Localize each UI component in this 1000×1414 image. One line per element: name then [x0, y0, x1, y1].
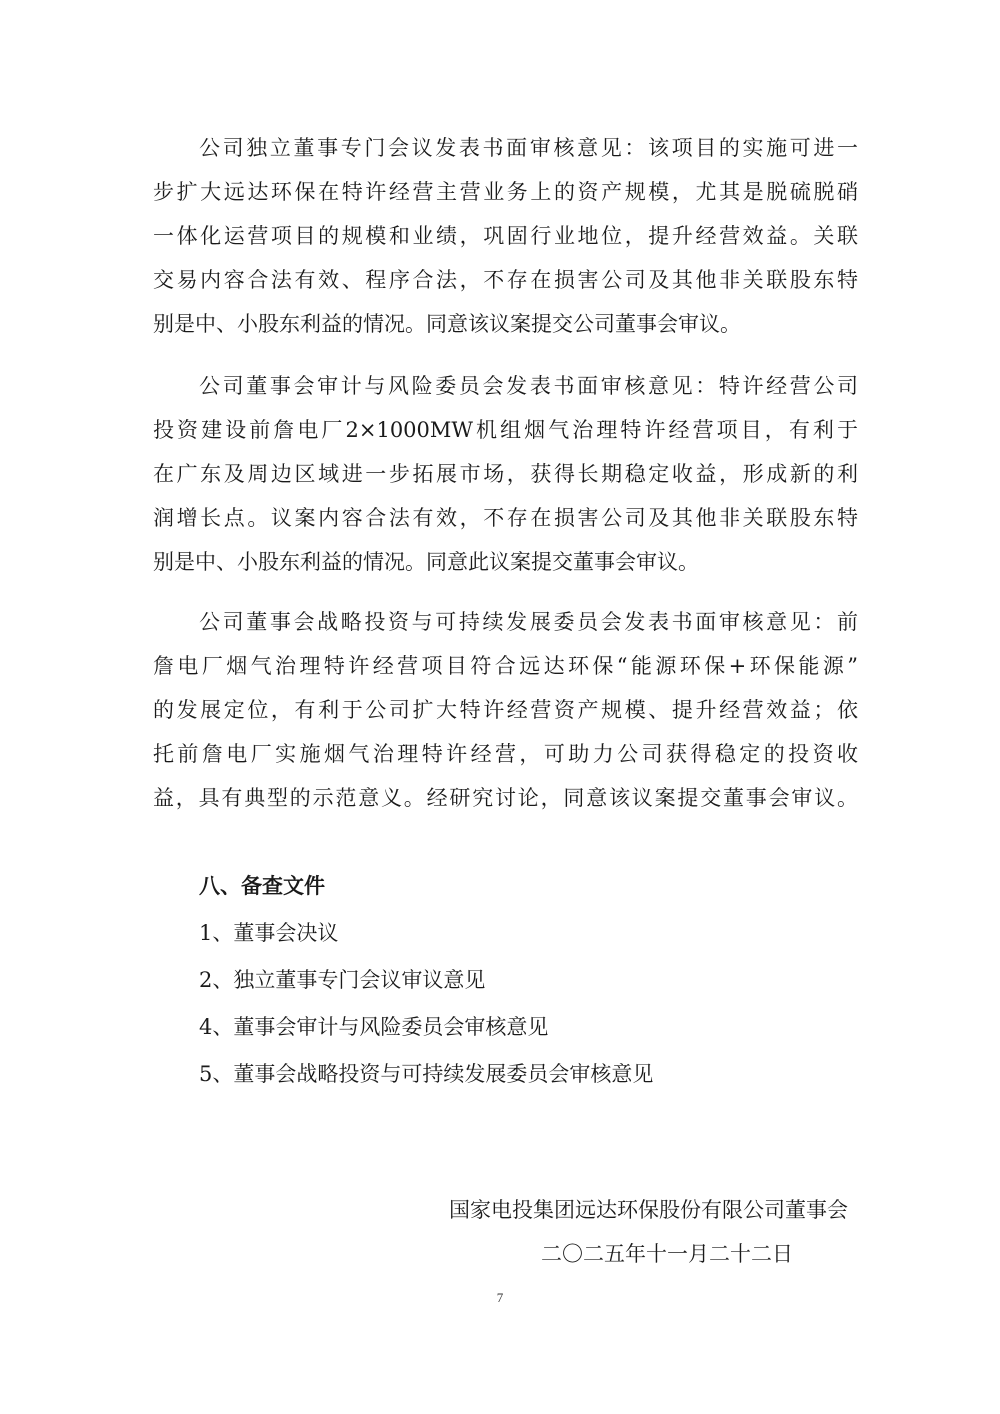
paragraph-line: 在广东及周边区域进一步拓展市场，获得长期稳定收益，形成新的利 [153, 462, 858, 486]
page-number: 7 [496, 1290, 504, 1305]
section-heading: 八、备查文件 [199, 873, 325, 898]
signature-block [449, 1188, 848, 1276]
attachment-item: 2、独立董事专门会议审议意见 [199, 968, 486, 992]
paragraph-line: 别是中、小股东利益的情况。同意该议案提交公司董事会审议。 [153, 312, 741, 336]
paragraph-line: 益，具有典型的示范意义。经研究讨论，同意该议案提交董事会审议。 [153, 786, 858, 810]
paragraph-line: 一体化运营项目的规模和业绩，巩固行业地位，提升经营效益。关联 [153, 224, 858, 248]
paragraph-line: 公司董事会审计与风险委员会发表书面审核意见：特许经营公司 [199, 374, 858, 398]
paragraph-line: 詹电厂烟气治理特许经营项目符合远达环保“能源环保+环保能源” [153, 654, 858, 678]
paragraph-audit-risk-committee-opinion [153, 364, 858, 584]
paragraph-line: 公司董事会战略投资与可持续发展委员会发表书面审核意见：前 [199, 610, 858, 634]
paragraph-line: 步扩大远达环保在特许经营主营业务上的资产规模，尤其是脱硫脱硝 [153, 180, 858, 204]
paragraph-line: 的发展定位，有利于公司扩大特许经营资产规模、提升经营效益；依 [153, 698, 858, 722]
attachment-item: 1、董事会决议 [199, 921, 339, 945]
paragraph-line: 投资建设前詹电厂2×1000MW机组烟气治理特许经营项目，有利于 [153, 418, 858, 442]
attachment-item: 4、董事会审计与风险委员会审核意见 [199, 1015, 549, 1039]
paragraph-line: 公司独立董事专门会议发表书面审核意见：该项目的实施可进一 [199, 136, 858, 160]
signature-organization: 国家电投集团远达环保股份有限公司董事会 [449, 1198, 848, 1222]
paragraph-independent-directors-opinion [153, 126, 858, 346]
paragraph-strategy-committee-opinion [153, 600, 858, 820]
paragraph-line: 交易内容合法有效、程序合法，不存在损害公司及其他非关联股东特 [153, 268, 858, 292]
paragraph-line: 托前詹电厂实施烟气治理特许经营，可助力公司获得稳定的投资收 [153, 742, 858, 766]
attachment-list [199, 910, 653, 1098]
attachment-item: 5、董事会战略投资与可持续发展委员会审核意见 [199, 1062, 654, 1086]
paragraph-line: 别是中、小股东利益的情况。同意此议案提交董事会审议。 [153, 550, 699, 574]
paragraph-line: 润增长点。议案内容合法有效，不存在损害公司及其他非关联股东特 [153, 506, 858, 530]
signature-date: 二〇二五年十一月二十二日 [541, 1242, 793, 1266]
